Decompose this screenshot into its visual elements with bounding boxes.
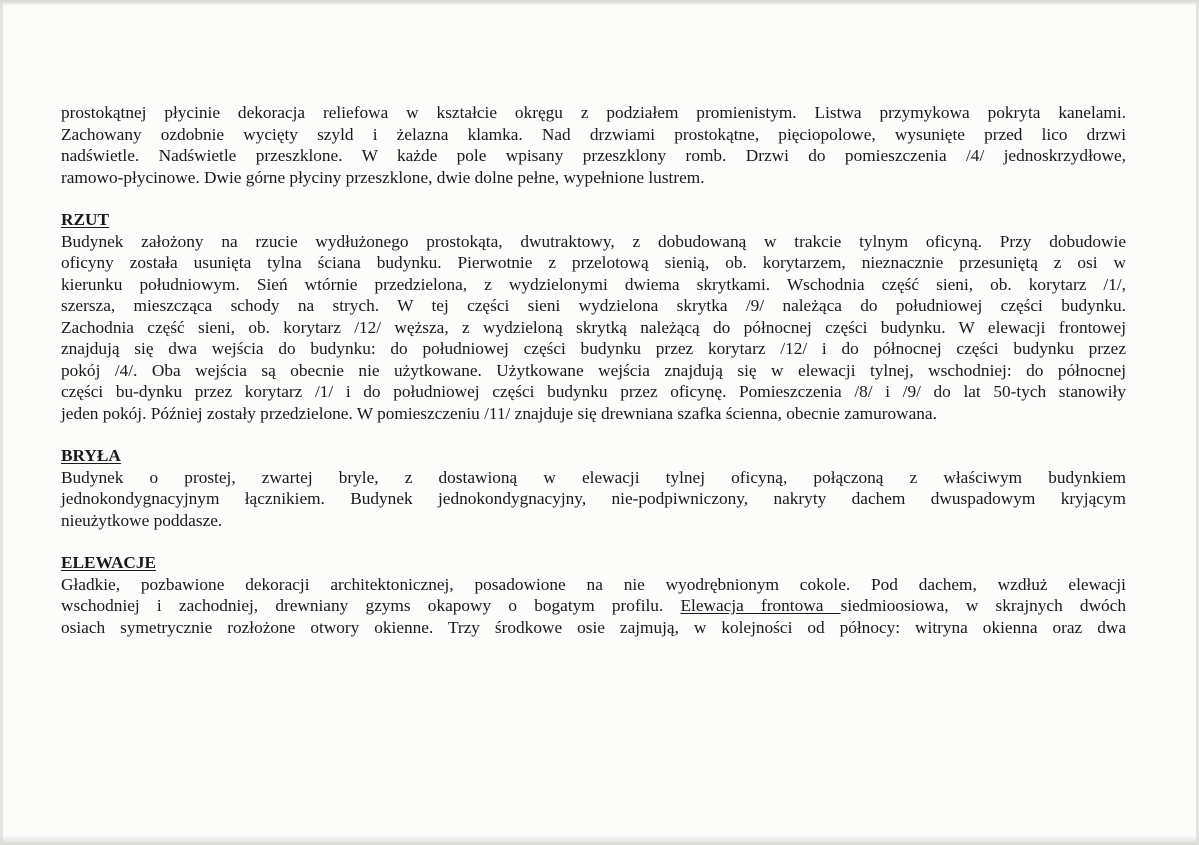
intro-line-2: Zachowany ozdobnie wycięty szyld i żelazna klamka. Nad drzwiami prostokątne, pięciopolowe, wysunięte przed lico drzwi: [61, 124, 1126, 144]
rzut-line-5: Zachodnia część sieni, ob. korytarz /12/ węższa, z wydzieloną skrytką należącą do północnej części budynku. W elewacji frontowej: [61, 317, 1126, 337]
bryla-line-1: Budynek o prostej, zwartej bryle, z dostawioną w elewacji tylnej oficyną, połączoną z właściwym budynkiem: [61, 467, 1126, 487]
intro-line-4: ramowo-płycinowe. Dwie górne płyciny przeszklone, dwie dolne pełne, wypełnione lustrem.: [61, 167, 705, 187]
rzut-line-2: oficyny została usunięta tylna ściana budynku. Pierwotnie z przelotową sienią, ob. korytarzem, nieznacznie przesuniętą z osi w: [61, 253, 1126, 272]
section-heading-bryla: BRYŁA: [61, 446, 121, 465]
rzut-line-6: znajdują się dwa wejścia do budynku: do południowej części budynku przez korytarz /12/ i do północnej części budynku przez: [61, 339, 1126, 358]
section-heading-elewacje-row: [61, 552, 1126, 574]
section-heading-elewacje: ELEWACJE: [61, 553, 157, 572]
rzut-line-8: części bu-dynku przez korytarz /1/ i do południowej części budynku przez oficynę. Pomieszczenia /8/ i /9/ do lat 50-tych stanowiły: [61, 382, 1126, 401]
rzut-line-7: pokój /4/. Oba wejścia są obecnie nie użytkowane. Użytkowane wejścia znajdują się w elewacji tylnej, wschodniej: do północnej: [61, 360, 1126, 380]
bryla-line-3: nieużytkowe poddasze.: [61, 510, 223, 530]
elewacje-line-1: Gładkie, pozbawione dekoracji architektonicznej, posadowione na nie wyodrębnionym cokole. Pod dachem, wzdłuż elewacji: [61, 574, 1126, 594]
elewacje-line-2: [61, 595, 1126, 617]
elewacje-line-2-rest: siedmioosiowa, w skrajnych dwóch: [840, 596, 1127, 615]
rzut-line-4: szersza, mieszcząca schody na strych. W tej części sieni wydzielona skrytka /9/ należąca do południowej części budynku.: [61, 296, 1126, 315]
document-body: [61, 102, 1126, 638]
intro-line-1: prostokątnej płycinie dekoracja reliefowa w kształcie okręgu z podziałem promienistym. Listwa przymykowa pokryta kanelami.: [61, 103, 1126, 122]
bryla-line-2: jednokondygnacyjnym łącznikiem. Budynek jednokondygnacyjny, nie-podpiwniczony, nakryty dachem dwuspadowym kryjącym: [61, 489, 1126, 508]
section-heading-bryla-row: [61, 445, 1126, 467]
elewacje-line-3: osiach symetrycznie rozłożone otwory okienne. Trzy środkowe osie zajmują, w kolejności od północy: witryna okienna oraz dwa: [61, 617, 1126, 637]
elewacje-line-2-text: wschodniej i zachodniej, drewniany gzyms okapowy o bogatym profilu.: [61, 596, 664, 615]
page-top-shadow: [0, 0, 1199, 6]
page-bottom-shadow: [0, 835, 1199, 845]
paragraph-gap: [61, 424, 1126, 445]
paragraph-gap: [61, 531, 1126, 552]
section-heading-rzut: RZUT: [61, 210, 110, 229]
rzut-line-1: Budynek założony na rzucie wydłużonego prostokąta, dwutraktowy, z dobudowaną w trakcie tylnym oficyną. Przy dobudowie: [61, 231, 1126, 251]
elewacja-frontowa-underlined: Elewacja frontowa: [680, 596, 841, 615]
paragraph-gap: [61, 188, 1126, 209]
section-heading-rzut-row: [61, 209, 1126, 231]
intro-line-3: nadświetle. Nadświetle przeszklone. W każde pole wpisany przeszklony romb. Drzwi do pomieszczenia /4/ jednoskrzydłowe,: [61, 146, 1126, 165]
rzut-line-9: jeden pokój. Później zostały przedzielone. W pomieszczeniu /11/ znajduje się drewniana szafka ścienna, obecnie zamurowana.: [61, 403, 937, 423]
rzut-line-3: kierunku południowym. Sień wtórnie przedzielona, z wydzielonymi dwiema skrytkami. Wschodnia część sieni, ob. korytarz /1/,: [61, 274, 1126, 294]
